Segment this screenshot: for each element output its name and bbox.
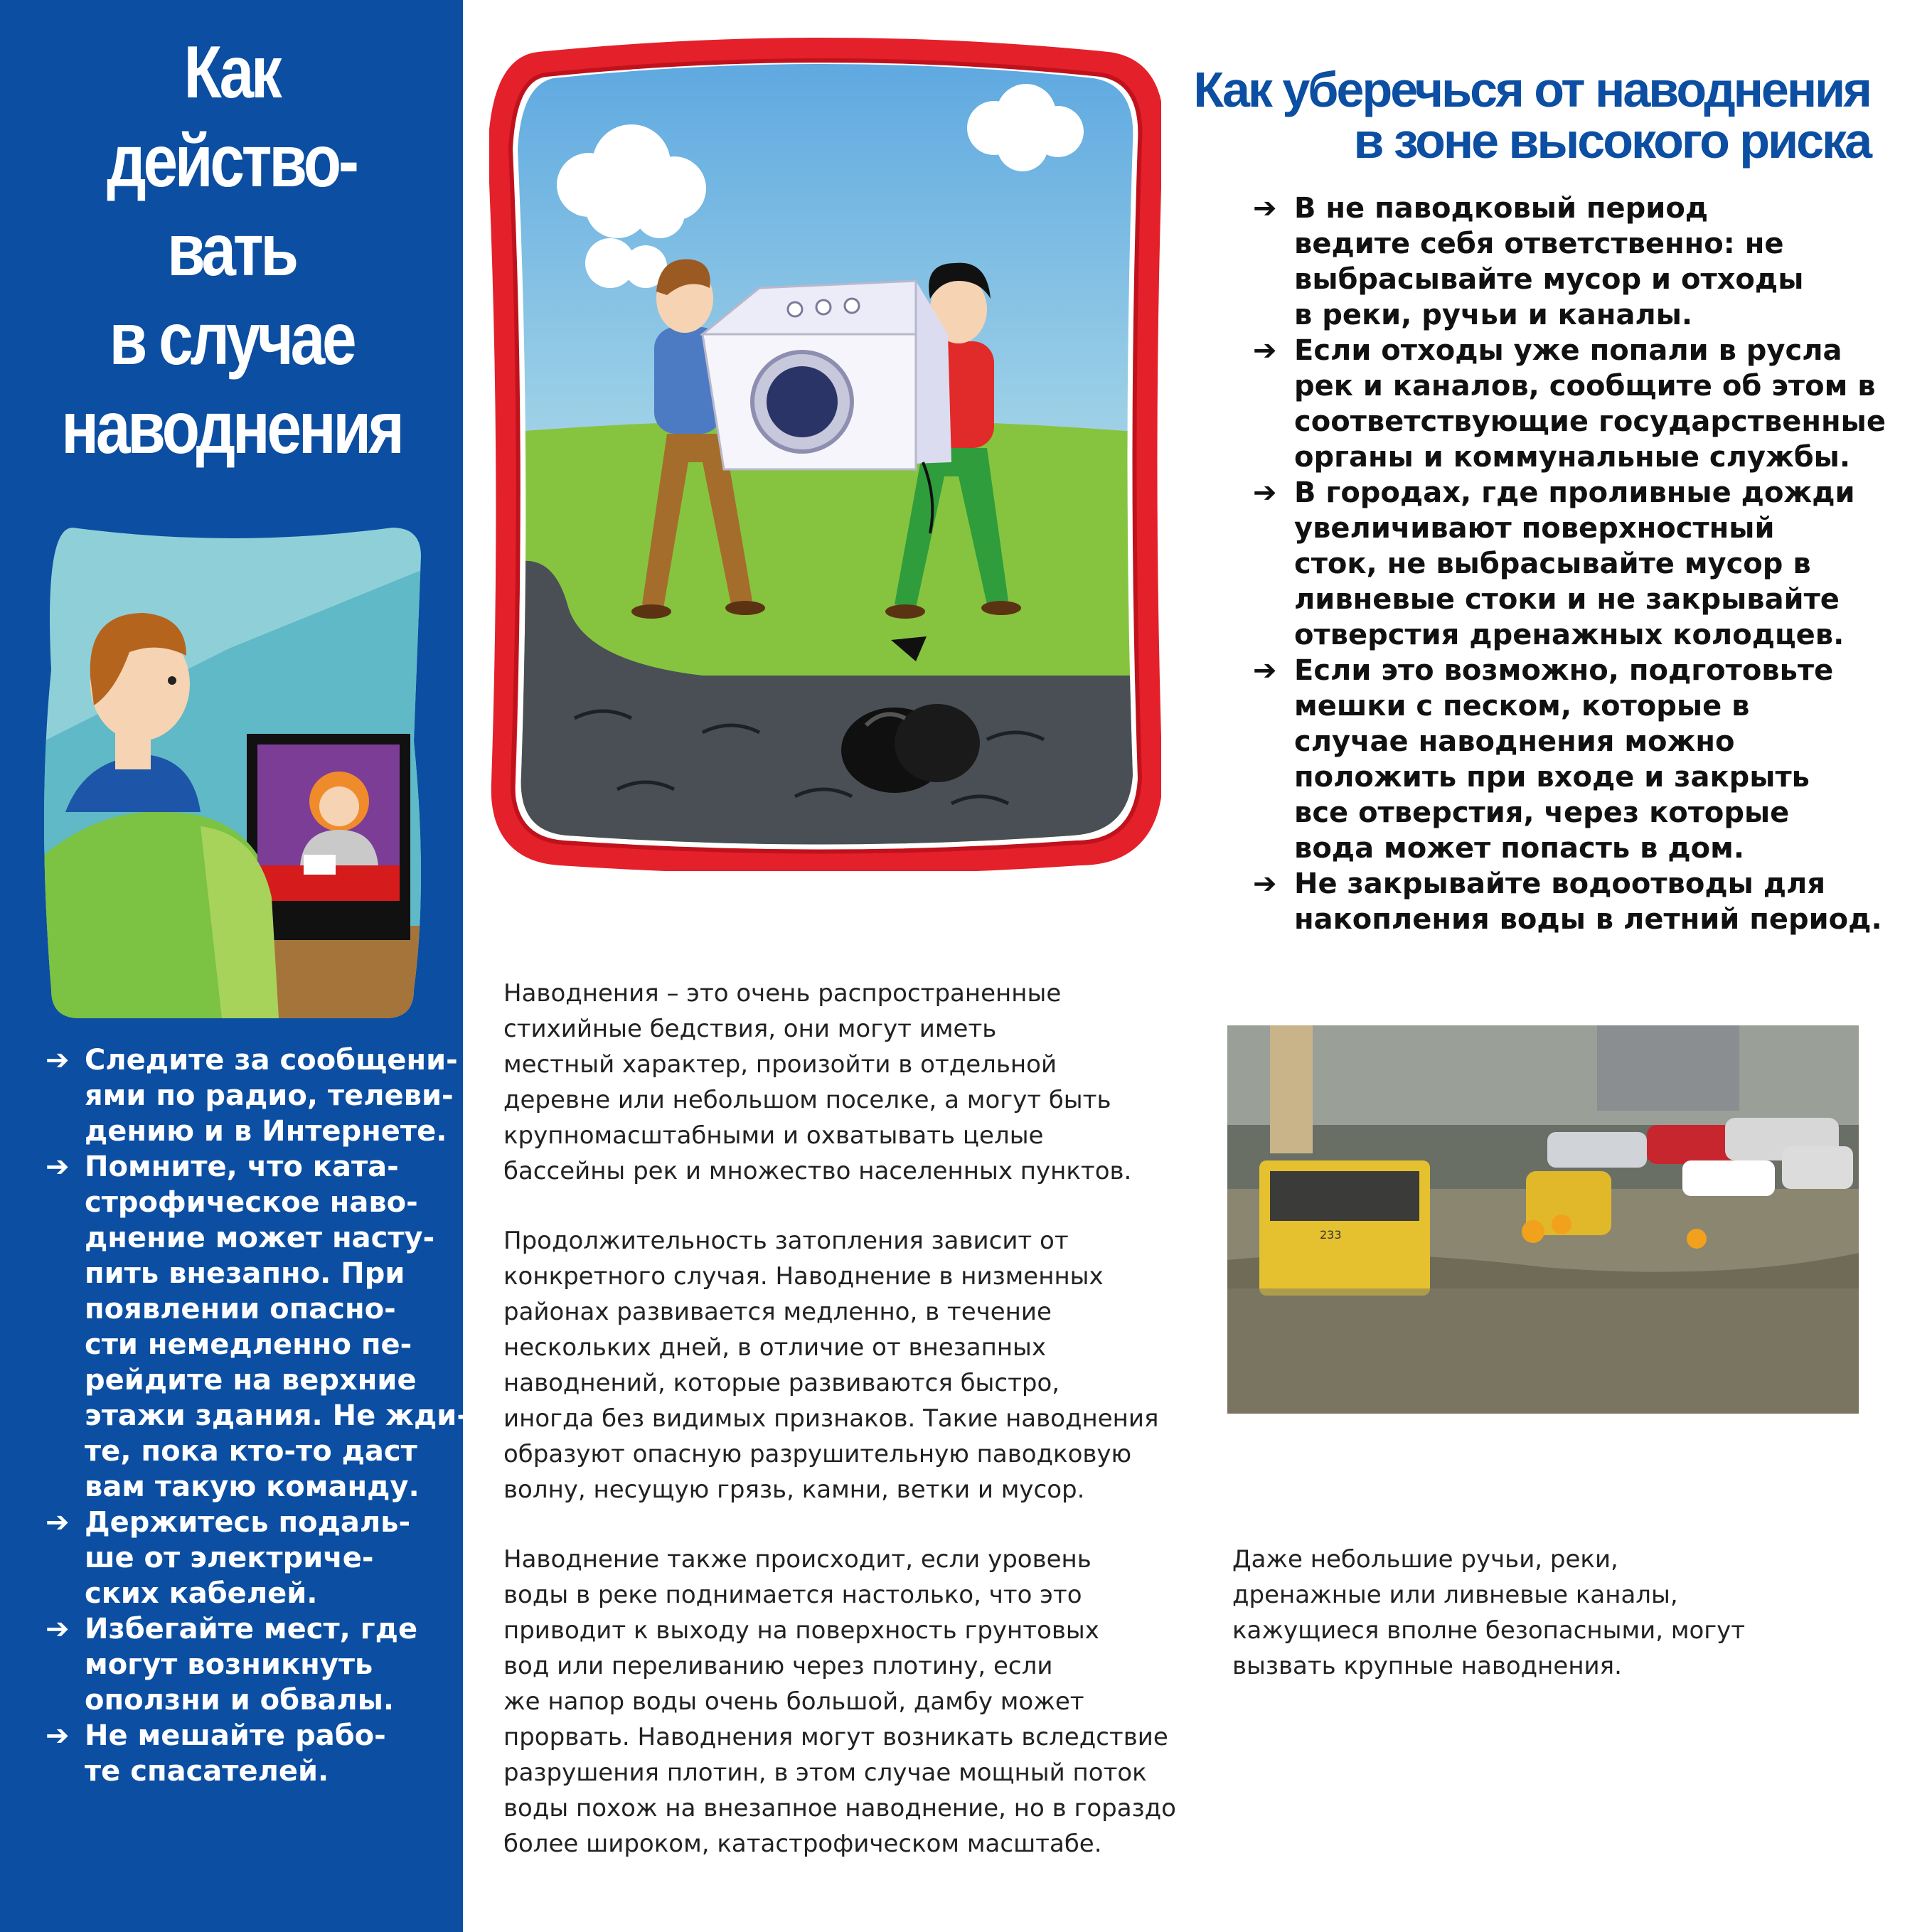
list-item [46, 1611, 458, 1718]
arrow-right-icon: ➔ [1253, 868, 1277, 900]
paragraph-line: более широком, катастрофическом масштабе. [503, 1830, 1102, 1858]
paragraph-line: наводнений, которые развиваются быстро, [503, 1369, 1060, 1397]
list-item [1253, 866, 1893, 937]
list-item-line: ше от электриче- [85, 1542, 374, 1574]
paragraph-line: Наводнение также происходит, если уровень [503, 1545, 1092, 1574]
list-item-line: соответствующие государственные [1294, 405, 1886, 438]
list-item [1253, 333, 1893, 475]
list-item-line: отверстия дренажных колодцев. [1294, 619, 1845, 651]
list-item-line: В не паводковый период [1294, 192, 1709, 225]
paragraph-line: Наводнения – это очень распространенные [503, 979, 1062, 1008]
list-item-line: дению и в Интернете. [85, 1115, 447, 1148]
list-item [1253, 653, 1893, 866]
arrow-right-icon: ➔ [1253, 334, 1277, 367]
paragraph-line: разрушения плотин, в этом случае мощный поток [503, 1758, 1147, 1787]
list-item-line: мешки с песком, которые в [1294, 690, 1750, 722]
list-item [46, 1149, 469, 1505]
paragraph-line: Продолжительность затопления зависит от [503, 1227, 1069, 1255]
tv-watching-illustration [44, 528, 421, 1018]
sidebar-title [37, 28, 426, 473]
list-item-line: вам такую команду. [85, 1471, 420, 1503]
caption-line: дренажные или ливневые каналы, [1232, 1581, 1678, 1609]
heading-line: в зоне высокого риска [1353, 113, 1870, 169]
body-paragraph [503, 976, 1172, 1189]
list-item-line: ями по радио, телеви- [85, 1079, 454, 1112]
list-item-line: увеличивают поверхностный [1294, 512, 1775, 545]
list-item-line: те спасателей. [85, 1755, 329, 1788]
paragraph-line: воды похож на внезапное наводнение, но в гораздо [503, 1794, 1176, 1822]
paragraph-line: же напор воды очень большой, дамбу может [503, 1687, 1084, 1716]
arrow-right-icon: ➔ [46, 1151, 70, 1183]
list-item-line: ведите себя ответственно: не [1294, 228, 1784, 260]
bus-icon [1259, 1160, 1430, 1296]
paragraph-line: местный характер, произойти в отдельной [503, 1050, 1057, 1079]
paragraph-line: стихийные бедствия, они могут иметь [503, 1015, 997, 1043]
arrow-right-icon: ➔ [46, 1719, 70, 1752]
list-item-line: Не закрывайте водоотводы для [1294, 868, 1826, 900]
list-item-line: положить при входе и закрыть [1294, 761, 1810, 794]
list-item-line: все отверстия, через которые [1294, 796, 1790, 829]
paragraph-line: иногда без видимых признаков. Такие наводнения [503, 1404, 1159, 1433]
paragraph-line: образуют опасную разрушительную паводковую [503, 1440, 1132, 1468]
list-item-line: Если это возможно, подготовьте [1294, 654, 1834, 687]
list-item-line: Если отходы уже попали в русла [1294, 334, 1842, 367]
paragraph-line: районах развивается медленно, в течение [503, 1298, 1052, 1326]
title-line: наводнения [61, 387, 402, 469]
list-item-line: Помните, что ката- [85, 1151, 399, 1183]
list-item-line: Избегайте мест, где [85, 1613, 418, 1645]
list-item-line: накопления воды в летний период. [1294, 903, 1882, 936]
list-item-line: пить внезапно. При [85, 1257, 405, 1290]
paragraph-line: прорвать. Наводнения могут возникать вследствие [503, 1723, 1168, 1751]
paragraph-line: крупномасштабными и охватывать целые [503, 1121, 1044, 1150]
list-item-line: В городах, где проливные дожди [1294, 476, 1855, 509]
list-item [1253, 475, 1893, 653]
list-item-line: ских кабелей. [85, 1577, 318, 1610]
list-item-line: рек и каналов, сообщите об этом в [1294, 370, 1876, 402]
list-item-line: те, пока кто-то даст [85, 1435, 417, 1468]
list-item-line: Не мешайте рабо- [85, 1719, 386, 1752]
arrow-right-icon: ➔ [1253, 476, 1277, 509]
caption-line: кажущиеся вполне безопасными, могут [1232, 1616, 1746, 1645]
paragraph-line: вод или переливанию через плотину, если [503, 1652, 1053, 1680]
list-item [46, 1718, 458, 1789]
prevention-tips-list [1253, 191, 1893, 937]
arrow-right-icon: ➔ [1253, 654, 1277, 687]
list-item [1253, 191, 1893, 333]
body-paragraph [503, 1542, 1176, 1862]
title-line: в случае [109, 298, 354, 380]
body-paragraph [503, 1223, 1172, 1507]
paragraph-line: бассейны рек и множество населенных пунктов. [503, 1157, 1132, 1185]
flood-photo [1227, 1025, 1859, 1414]
sidebar [0, 0, 469, 1932]
arrow-right-icon: ➔ [1253, 192, 1277, 225]
list-item [46, 1505, 458, 1611]
paragraph-line: воды в реке поднимается настолько, что это [503, 1581, 1082, 1609]
list-item-line: оползни и обвалы. [85, 1684, 395, 1717]
sidebar-tips-list [46, 1042, 469, 1789]
list-item-line: сток, не выбрасывайте мусор в [1294, 548, 1811, 580]
arrow-right-icon: ➔ [46, 1506, 70, 1539]
caption-line: вызвать крупные наводнения. [1232, 1652, 1622, 1680]
list-item-line: появлении опасно- [85, 1293, 396, 1325]
list-item-line: Следите за сообщени- [85, 1044, 458, 1077]
paragraph-line: приводит к выходу на поверхность грунтовых [503, 1616, 1099, 1645]
list-item-line: вода может попасть в дом. [1294, 832, 1745, 865]
title-line: вать [167, 209, 296, 292]
list-item-line: ливневые стоки и не закрывайте [1294, 583, 1840, 616]
list-item-line: днение может насту- [85, 1222, 435, 1254]
paragraph-line: нескольких дней, в отличие от внезапных [503, 1333, 1047, 1362]
list-item-line: органы и коммунальные службы. [1294, 441, 1851, 474]
bus-number: 233 [1320, 1228, 1342, 1242]
right-heading [1180, 62, 1870, 169]
list-item-line: могут возникнуть [85, 1648, 373, 1681]
list-item-line: выбрасывайте мусор и отходы [1294, 263, 1804, 296]
arrow-right-icon: ➔ [46, 1044, 70, 1077]
title-line: Как [183, 31, 279, 114]
washing-machine-illustration [489, 36, 1161, 871]
photo-caption [1232, 1542, 1746, 1684]
list-item [46, 1042, 458, 1149]
list-item-line: строфическое наво- [85, 1186, 418, 1219]
list-item-line: этажи здания. Не жди- [85, 1399, 469, 1432]
caption-line: Даже небольшие ручьи, реки, [1232, 1545, 1618, 1574]
list-item-line: Держитесь подаль- [85, 1506, 411, 1539]
list-item-line: случае наводнения можно [1294, 725, 1735, 758]
list-item-line: в реки, ручьи и каналы. [1294, 299, 1693, 331]
paragraph-line: деревне или небольшом поселке, а могут быть [503, 1086, 1111, 1114]
paragraph-line: конкретного случая. Наводнение в низменных [503, 1262, 1104, 1291]
heading-line: Как уберечься от наводнения [1193, 62, 1870, 117]
title-line: действо- [107, 120, 356, 203]
arrow-right-icon: ➔ [46, 1613, 70, 1645]
list-item-line: рейдите на верхние [85, 1364, 417, 1397]
list-item-line: сти немедленно пе- [85, 1328, 412, 1361]
paragraph-line: волну, несущую грязь, камни, ветки и мусор. [503, 1475, 1085, 1504]
